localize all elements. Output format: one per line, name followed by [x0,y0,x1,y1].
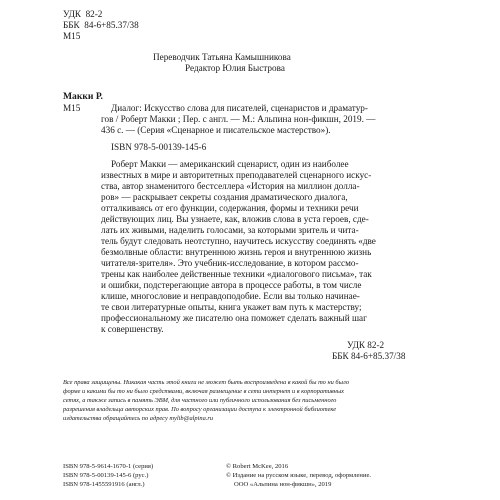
rights-notice-line: сетях, а также запись в память ЭВМ, для частного или публичного использования без письменного [63,397,337,404]
author-mark: M15 [63,31,81,41]
rights-notice-line: форме и какими бы то ни было средствами, включая размещение в сети интернет и в корпоративных [63,388,345,395]
udk-code: УДК 82-2 [63,9,103,19]
rights-notice-line: издательства обращайтесь по адресу mylib@alpina.ru [63,415,214,422]
rights-notice-line: Все права защищены. Никакая часть этой книги не может быть воспроизведена в какой бы то ни было [63,379,350,386]
imprint-copyright: © Robert McKee, 2016 [226,463,289,470]
annotation-line: безмолвные области: внутреннюю жизнь героя и внутреннюю жизнь [101,247,372,257]
entry-line: Диалог: Искусство слова для писателей, сценаристов и драматур- [111,103,368,113]
rights-notice-line: разрешения владельца авторских прав. По вопросу организации доступа к электронной библиотеке [63,406,337,413]
entry-line: гов / Роберт Макки ; Пер. с англ. — М.: Альпина нон-фикшн, 2019. — [101,114,376,124]
annotation-line: Роберт Макки — американский сценарист, один из наиболее [111,159,349,169]
annotation-line: лать их живыми, наделить голосами, за которыми зритель и чита- [101,225,359,235]
annotation-line: отталкиваясь от его функции, содержания, формы и техники речи [101,203,359,213]
annotation-line: известных в мире и авторитетных преподавателей сценарного искус- [101,170,372,180]
annotation-line: трены как наиболее действенные техники «диалогового письма», так [101,269,372,279]
imprint-isbn: ISBN 978-5-00139-145-6 (рус.) [63,472,149,479]
imprint-isbn: ISBN 978-5-9614-1670-1 (серия) [63,463,154,470]
annotation-line: те свои литературные опыты, книга укажет вам путь к мастерству; [101,302,362,312]
author-name: Макки Р. [63,91,103,102]
translator-credit: Переводчик Татьяна Камышникова [153,52,291,62]
footer-bbk: ББК 84-6+85.37/38 [332,351,406,361]
annotation-line: ства, автор знаменитого бестселлера «История на миллион долла- [101,181,360,191]
annotation-line: к совершенству. [101,324,164,334]
annotation-line: профессиональному же писателю она поможет сделать важный шаг [101,313,367,323]
entry-code: M15 [63,103,81,113]
bbk-code: ББК 84-6+85.37/38 [63,20,139,30]
annotation-line: тель будут следовать неотступно, научитесь искусству соединять «две [101,236,376,246]
annotation-line: читателя-зрителя». Это учебник-исследование, в котором рассмо- [101,258,359,268]
entry-line: 436 с. — (Серия «Сценарное и писательское мастерство»). [101,125,331,135]
annotation-line: ров» — раскрывает секреты создания драматического диалога, [101,192,348,202]
imprint-copyright: ООО «Альпина нон-фикшн», 2019 [234,481,332,488]
footer-udk: УДК 82-2 [347,340,385,350]
imprint-isbn: ISBN 978-1455591916 (англ.) [63,481,145,488]
editor-credit: Редактор Юлия Быстрова [185,63,285,73]
annotation-line: и ошибки, подстерегающие автора в процессе работы, в том числе [101,280,362,290]
entry-isbn: ISBN 978-5-00139-145-6 [111,142,207,152]
imprint-copyright: © Издание на русском языке, перевод, оформление. [226,472,372,479]
annotation-line: действующих лиц. Вы узнаете, как, вложив слова в уста героев, сде- [101,214,369,224]
annotation-line: клише, многословие и неправдоподобие. Если вы только начинае- [101,291,360,301]
